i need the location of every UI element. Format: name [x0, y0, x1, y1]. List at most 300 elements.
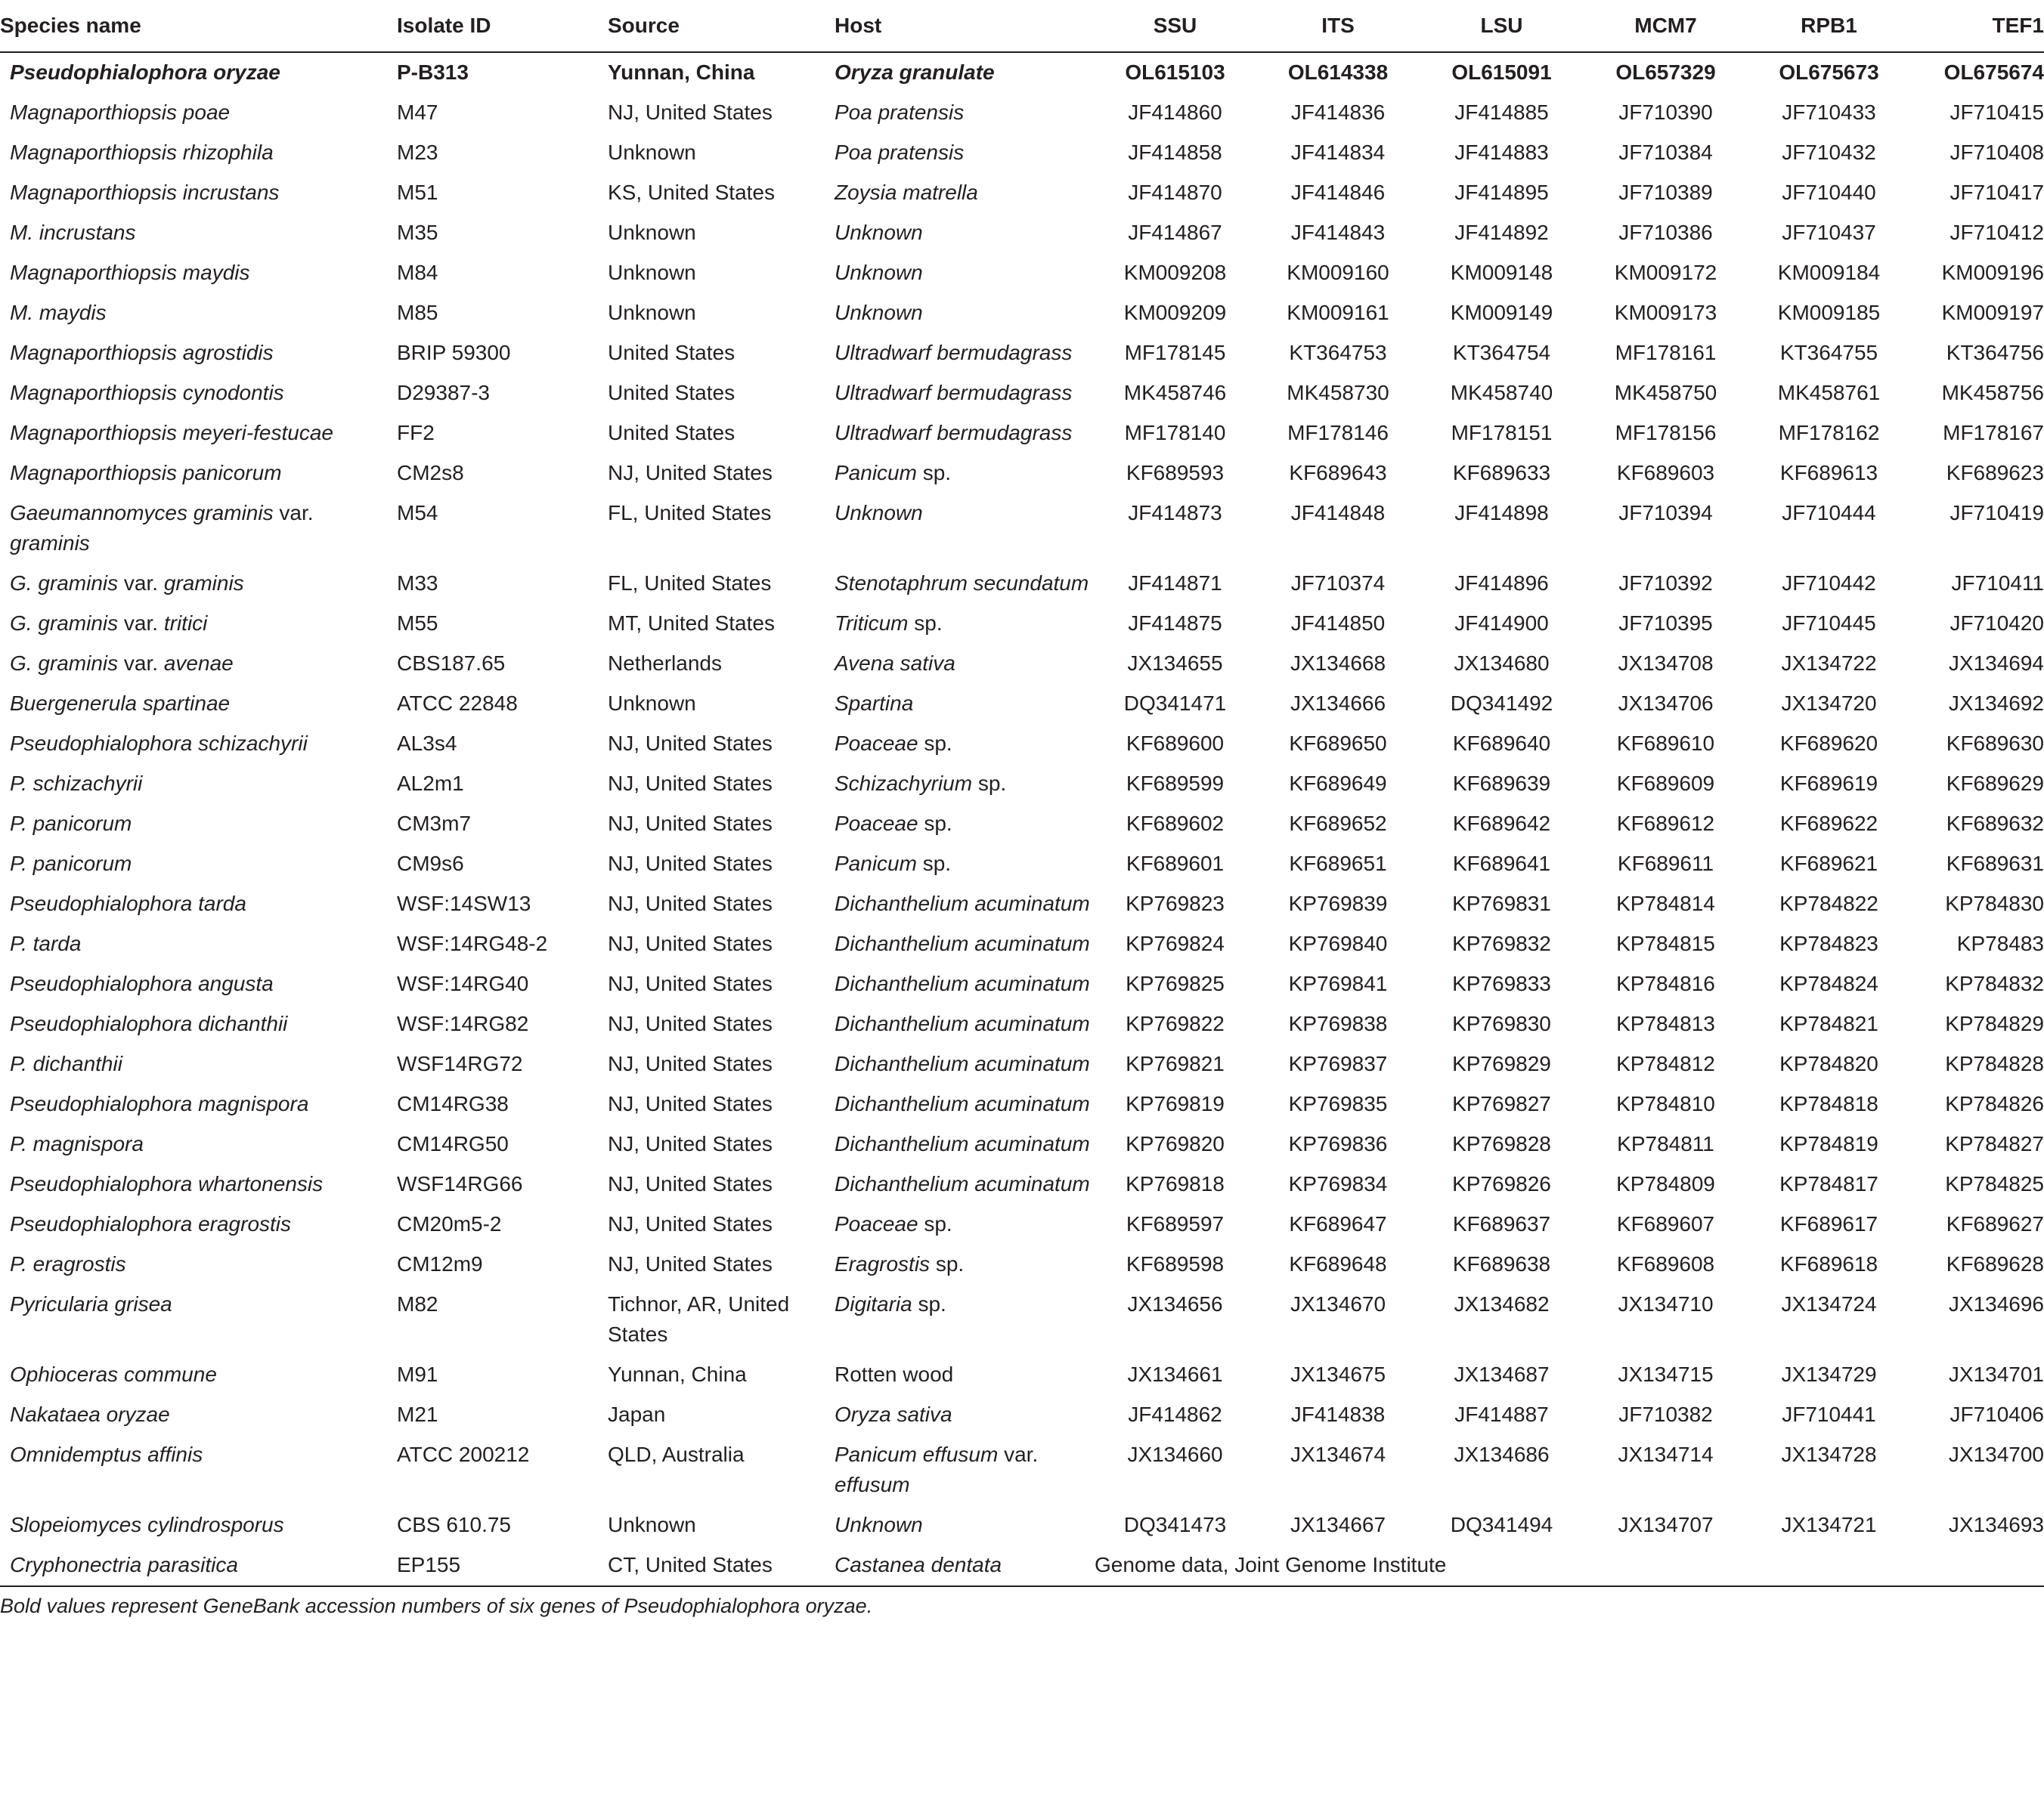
table-row	[0, 564, 2044, 604]
cell-species	[0, 293, 397, 333]
cell-rpb1: KF689613	[1779, 461, 1878, 484]
cell-its: JF414836	[1290, 101, 1386, 124]
cell-ssu: KP769822	[1126, 1012, 1225, 1035]
cell-mcm7: KP784811	[1617, 1132, 1714, 1155]
cell-isolate: M33	[397, 571, 438, 595]
host-rank: sp.	[918, 1212, 952, 1236]
cell-ssu: JF414860	[1128, 101, 1222, 124]
host-name: Rotten wood	[835, 1363, 954, 1386]
cell-isolate: WSF:14RG40	[397, 972, 529, 995]
cell-mcm7: JX134707	[1618, 1513, 1714, 1536]
host-name: Dichanthelium acuminatum	[835, 1012, 1090, 1035]
species-name: Pseudophialophora magnispora	[10, 1092, 309, 1115]
cell-host	[835, 333, 1095, 373]
cell-tef1: KP784832	[1945, 972, 2044, 995]
cell-source: NJ, United States	[608, 732, 773, 755]
table-row	[0, 413, 2044, 453]
table-row	[0, 52, 2044, 93]
cell-rpb1: KP784822	[1779, 892, 1878, 915]
table-row	[0, 333, 2044, 373]
cell-tef1: KF689627	[1946, 1212, 2044, 1236]
cell-lsu: KF689642	[1452, 812, 1551, 835]
cell-its: KF689643	[1289, 461, 1387, 484]
host-rank: sp.	[916, 461, 952, 484]
cell-its: KF689650	[1289, 732, 1387, 755]
cell-mcm7: KF689609	[1616, 772, 1715, 795]
cell-its: JX134666	[1290, 691, 1386, 715]
species-rank: var.	[273, 501, 314, 524]
cell-ssu: KP769819	[1126, 1092, 1225, 1115]
cell-mcm7: KF689611	[1617, 852, 1714, 875]
cell-species	[0, 564, 397, 604]
table-row	[0, 453, 2044, 493]
cell-lsu: KP769828	[1452, 1132, 1551, 1155]
cell-rpb1: JF710442	[1782, 571, 1876, 595]
species-name: P. dichanthii	[10, 1052, 122, 1075]
table-row	[0, 93, 2044, 133]
table-footnote: Bold values represent GeneBank accession numbers of six genes of Pseudophialophora oryzae.	[0, 1595, 873, 1617]
cell-species	[0, 1004, 397, 1044]
cell-isolate: M23	[397, 141, 438, 164]
cell-rpb1: KT364755	[1779, 341, 1878, 364]
cell-mcm7: JX134710	[1618, 1292, 1714, 1316]
table-row	[0, 604, 2044, 644]
cell-lsu: MK458740	[1450, 381, 1553, 404]
cell-mcm7: KF689610	[1616, 732, 1715, 755]
cell-host	[835, 684, 1095, 724]
cell-tef1: KF689629	[1946, 772, 2044, 795]
cell-lsu: MF178151	[1451, 421, 1553, 444]
cell-lsu: DQ341494	[1450, 1513, 1553, 1536]
cell-mcm7: KP784812	[1616, 1052, 1715, 1075]
species-name: Nakataea oryzae	[10, 1403, 170, 1426]
cell-tef1: MK458756	[1941, 381, 2044, 404]
species-rank: var.	[118, 651, 164, 675]
cell-species	[0, 253, 397, 293]
host-rank: sp.	[972, 772, 1007, 795]
cell-mcm7: JF710382	[1618, 1403, 1713, 1426]
cell-isolate: M51	[397, 181, 438, 204]
cell-ssu: JF414873	[1128, 501, 1222, 524]
host-rank: sp.	[918, 812, 952, 835]
cell-lsu: KF689639	[1452, 772, 1551, 795]
cell-species	[0, 724, 397, 764]
species-name: Pseudophialophora dichanthii	[10, 1012, 288, 1035]
col-header-lsu: LSU	[1420, 0, 1583, 52]
cell-source: NJ, United States	[608, 1252, 773, 1276]
cell-rpb1: OL675673	[1779, 60, 1879, 84]
table-row	[0, 173, 2044, 213]
cell-host	[835, 453, 1095, 493]
cell-its: JX134670	[1290, 1292, 1386, 1316]
cell-its: KF689648	[1289, 1252, 1387, 1276]
cell-its: OL614338	[1287, 60, 1389, 84]
host-name: Dichanthelium acuminatum	[835, 1172, 1090, 1196]
table-row	[0, 253, 2044, 293]
host-rank: sp.	[908, 611, 943, 635]
cell-lsu: KM009148	[1450, 261, 1553, 284]
cell-species	[0, 1435, 397, 1505]
host-name: Unknown	[835, 261, 923, 284]
species-name: Slopeiomyces cylindrosporus	[10, 1513, 284, 1536]
cell-host	[835, 884, 1095, 924]
host-name: Ultradwarf bermudagrass	[835, 341, 1073, 364]
cell-rpb1: KP784817	[1779, 1172, 1878, 1196]
cell-rpb1: JX134720	[1781, 691, 1877, 715]
species-epithet: avenae	[163, 651, 234, 675]
host-name: Dichanthelium acuminatum	[835, 1132, 1090, 1155]
cell-its: KF689647	[1289, 1212, 1387, 1236]
cell-its: KP769837	[1288, 1052, 1388, 1075]
cell-species	[0, 1165, 397, 1205]
table-row	[0, 884, 2044, 924]
host-name: Digitaria	[835, 1292, 912, 1316]
cell-ssu: JF414875	[1128, 611, 1222, 635]
cell-source: Unknown	[608, 141, 696, 164]
cell-lsu: KF689633	[1452, 461, 1551, 484]
cell-isolate: M35	[397, 221, 438, 244]
cell-rpb1: MF178162	[1778, 421, 1880, 444]
cell-source: NJ, United States	[608, 932, 773, 955]
cell-tef1: JF710406	[1950, 1403, 2044, 1426]
cell-isolate: CM3m7	[397, 812, 472, 835]
cell-host	[835, 1435, 1095, 1505]
cell-mcm7: OL657329	[1615, 60, 1716, 84]
cell-mcm7: KP784810	[1616, 1092, 1715, 1115]
cell-rpb1: JX134729	[1781, 1363, 1877, 1386]
cell-ssu: KF689599	[1126, 772, 1225, 795]
cell-rpb1: JF710441	[1782, 1403, 1876, 1426]
cell-tef1: JF710419	[1950, 501, 2044, 524]
host-name: Unknown	[835, 501, 923, 524]
host-name: Spartina	[835, 691, 914, 715]
col-header-rpb1: RPB1	[1748, 0, 1909, 52]
table-row	[0, 1285, 2044, 1355]
cell-tef1: JF710411	[1951, 571, 2044, 595]
species-name: Ophioceras commune	[10, 1363, 217, 1386]
cell-species	[0, 844, 397, 884]
cell-its: JF414834	[1290, 141, 1386, 164]
cell-source: Unknown	[608, 1513, 696, 1536]
cell-ssu: KF689602	[1126, 812, 1225, 835]
cell-tef1: KP784829	[1945, 1012, 2044, 1035]
cell-its: JF414848	[1290, 501, 1386, 524]
host-name: Avena sativa	[835, 651, 955, 675]
cell-rpb1: JX134728	[1781, 1443, 1877, 1466]
cell-species	[0, 453, 397, 493]
host-name: Poaceae	[835, 732, 918, 755]
species-name: Magnaporthiopsis agrostidis	[10, 341, 274, 364]
cell-source: NJ, United States	[608, 1212, 773, 1236]
table-row	[0, 1044, 2044, 1084]
cell-lsu: KP769829	[1452, 1052, 1551, 1075]
cell-species	[0, 764, 397, 804]
species-name: Pseudophialophora whartonensis	[10, 1172, 324, 1196]
cell-isolate: M85	[397, 301, 438, 324]
cell-ssu: MF178145	[1124, 341, 1226, 364]
cell-species	[0, 1245, 397, 1285]
cell-tef1: KP784828	[1945, 1052, 2044, 1075]
host-name: Schizachyrium	[835, 772, 973, 795]
host-name: Stenotaphrum secundatum	[835, 571, 1089, 595]
host-name: Poaceae	[835, 812, 918, 835]
cell-its: KP769841	[1288, 972, 1388, 995]
cell-host	[835, 413, 1095, 453]
cell-rpb1: KP784820	[1779, 1052, 1878, 1075]
cell-species	[0, 644, 397, 684]
cell-species	[0, 1044, 397, 1084]
cell-mcm7: JF710392	[1618, 571, 1713, 595]
species-name: Pseudophialophora schizachyrii	[10, 732, 308, 755]
cell-source: NJ, United States	[608, 1132, 773, 1155]
cell-ssu: KP769818	[1126, 1172, 1225, 1196]
species-name: P. schizachyrii	[10, 772, 143, 795]
cell-mcm7: KF689612	[1616, 812, 1715, 835]
table-row	[0, 1395, 2044, 1435]
cell-ssu: DQ341471	[1123, 691, 1227, 715]
col-header-isolate: Isolate ID	[397, 0, 608, 52]
cell-species	[0, 333, 397, 373]
host-name: Panicum effusum	[835, 1443, 999, 1466]
cell-species	[0, 1125, 397, 1165]
cell-ssu: KP769820	[1126, 1132, 1225, 1155]
cell-its: KP769838	[1288, 1012, 1388, 1035]
cell-isolate: CBS 610.75	[397, 1513, 511, 1536]
cell-mcm7: KM009172	[1614, 261, 1717, 284]
cell-rpb1: KP784818	[1779, 1092, 1878, 1115]
cell-source: CT, United States	[608, 1545, 835, 1586]
cell-mcm7: JF710386	[1618, 221, 1713, 244]
cell-rpb1: JF710437	[1782, 221, 1876, 244]
cell-lsu: KP769831	[1452, 892, 1551, 915]
cell-source: Unknown	[608, 691, 696, 715]
cell-source: NJ, United States	[608, 461, 773, 484]
species-name: P. magnispora	[10, 1132, 144, 1155]
cell-tef1: JX134701	[1948, 1363, 2044, 1386]
cell-isolate: WSF:14SW13	[397, 892, 531, 915]
host-name: Zoysia matrella	[835, 181, 978, 204]
cell-source: Japan	[608, 1403, 666, 1426]
cell-lsu: JX134682	[1454, 1292, 1550, 1316]
cell-isolate: M47	[397, 101, 438, 124]
cell-isolate: WSF14RG66	[397, 1172, 523, 1196]
cell-ssu: JF414870	[1128, 181, 1222, 204]
cell-isolate: M21	[397, 1403, 438, 1426]
cell-rpb1: JF710444	[1782, 501, 1876, 524]
cell-tef1: JX134693	[1948, 1513, 2044, 1536]
cell-host	[835, 133, 1095, 173]
species-name: Pseudophialophora tarda	[10, 892, 246, 915]
species-name: G. graminis	[10, 611, 119, 635]
cell-host	[835, 764, 1095, 804]
cell-lsu: KM009149	[1450, 301, 1553, 324]
host-name: Oryza granulate	[835, 60, 995, 84]
cell-tef1: JX134696	[1948, 1292, 2044, 1316]
cell-isolate: EP155	[397, 1545, 608, 1586]
cell-tef1: JF710408	[1950, 141, 2044, 164]
col-header-species: Species name	[0, 0, 397, 52]
cell-tef1: KP78483	[1956, 932, 2044, 955]
cell-tef1: KM009196	[1941, 261, 2044, 284]
cell-mcm7: MK458750	[1614, 381, 1717, 404]
cell-lsu: JX134687	[1454, 1363, 1550, 1386]
cell-mcm7: JF710390	[1618, 101, 1713, 124]
cell-lsu: JF414892	[1454, 221, 1549, 244]
host-name: Dichanthelium acuminatum	[835, 1092, 1090, 1115]
cell-source: NJ, United States	[608, 852, 773, 875]
cell-ssu: KF689600	[1126, 732, 1225, 755]
cell-species	[0, 1505, 397, 1545]
species-name: Pyricularia grisea	[10, 1292, 172, 1316]
cell-host	[835, 804, 1095, 844]
cell-host	[835, 604, 1095, 644]
cell-host	[835, 644, 1095, 684]
cell-tef1: KP784825	[1945, 1172, 2044, 1196]
host-epithet: effusum	[835, 1473, 910, 1496]
table-row-cryphonectria	[0, 1545, 2044, 1586]
table-row	[0, 844, 2044, 884]
species-name: P. tarda	[10, 932, 82, 955]
cell-ssu: KF689593	[1126, 461, 1225, 484]
species-name: Gaeumannomyces graminis	[10, 501, 274, 524]
cell-source: United States	[608, 341, 736, 364]
cell-rpb1: MK458761	[1777, 381, 1881, 404]
cell-rpb1: KF689620	[1779, 732, 1878, 755]
host-name: Poa pratensis	[835, 141, 965, 164]
cell-lsu: OL615091	[1451, 60, 1552, 84]
cell-lsu: KP769833	[1452, 972, 1551, 995]
cell-species	[0, 133, 397, 173]
cell-ssu: JF414858	[1128, 141, 1222, 164]
cell-its: KF689651	[1289, 852, 1387, 875]
cell-its: JX134675	[1290, 1363, 1386, 1386]
cell-ssu: KM009209	[1123, 301, 1227, 324]
cell-its: JX134668	[1290, 651, 1386, 675]
cell-source: Unknown	[608, 261, 696, 284]
cell-ssu: KP769821	[1126, 1052, 1225, 1075]
cell-rpb1: JX134721	[1781, 1513, 1877, 1536]
table-row	[0, 373, 2044, 413]
cell-source: FL, United States	[608, 501, 772, 524]
cell-ssu: JX134655	[1127, 651, 1223, 675]
cell-its: KP769834	[1288, 1172, 1388, 1196]
cell-source: NJ, United States	[608, 1092, 773, 1115]
cell-host	[835, 1084, 1095, 1125]
cell-source: QLD, Australia	[608, 1443, 745, 1466]
table-row	[0, 133, 2044, 173]
cell-rpb1: KF689618	[1779, 1252, 1878, 1276]
species-name: Magnaporthiopsis maydis	[10, 261, 250, 284]
cell-lsu: JF414887	[1454, 1403, 1549, 1426]
cell-mcm7: JF710394	[1618, 501, 1713, 524]
cell-genome-note: Genome data, Joint Genome Institute	[1095, 1545, 2044, 1586]
species-rank: var.	[118, 571, 164, 595]
cell-lsu: JX134680	[1454, 651, 1550, 675]
table-row	[0, 1245, 2044, 1285]
cell-host	[835, 253, 1095, 293]
cell-its: KM009160	[1287, 261, 1389, 284]
cell-source: FL, United States	[608, 571, 772, 595]
species-name: Magnaporthiopsis rhizophila	[10, 141, 274, 164]
cell-mcm7: JF710395	[1618, 611, 1713, 635]
species-name: G. graminis	[10, 651, 119, 675]
host-name: Dichanthelium acuminatum	[835, 1052, 1090, 1075]
cell-source: KS, United States	[608, 181, 776, 204]
species-epithet: graminis	[10, 531, 90, 555]
cell-ssu: DQ341473	[1123, 1513, 1227, 1536]
cell-its: MF178146	[1287, 421, 1389, 444]
cell-its: KP769840	[1288, 932, 1388, 955]
cell-tef1: JF710415	[1950, 101, 2044, 124]
cell-lsu: JF414895	[1454, 181, 1549, 204]
cell-host: Castanea dentata	[835, 1545, 1095, 1586]
cell-source: Yunnan, China	[608, 60, 755, 84]
host-rank: sp.	[912, 1292, 946, 1316]
host-name: Eragrostis	[835, 1252, 931, 1276]
cell-its: KT364753	[1289, 341, 1387, 364]
host-name: Unknown	[835, 301, 923, 324]
cell-tef1: OL675674	[1943, 60, 2044, 84]
cell-rpb1: KP784821	[1779, 1012, 1878, 1035]
cell-source: NJ, United States	[608, 892, 773, 915]
cell-ssu: JF414871	[1128, 571, 1222, 595]
cell-species	[0, 804, 397, 844]
species-rank: var.	[118, 611, 164, 635]
cell-isolate: WSF:14RG82	[397, 1012, 529, 1035]
cell-mcm7: KP784816	[1616, 972, 1715, 995]
col-header-mcm7: MCM7	[1583, 0, 1748, 52]
host-rank: sp.	[930, 1252, 965, 1276]
cell-species	[0, 884, 397, 924]
cell-rpb1: KF689622	[1779, 812, 1878, 835]
table-row	[0, 1165, 2044, 1205]
host-name: Dichanthelium acuminatum	[835, 932, 1090, 955]
cell-host	[835, 1505, 1095, 1545]
table-row	[0, 1205, 2044, 1245]
cell-source: Yunnan, China	[608, 1363, 747, 1386]
species-name: G. graminis	[10, 571, 119, 595]
cell-its: JX134667	[1290, 1513, 1386, 1536]
cell-isolate: AL2m1	[397, 772, 464, 795]
cell-lsu: KP769827	[1452, 1092, 1551, 1115]
cell-host	[835, 1044, 1095, 1084]
cell-tef1: KM009197	[1941, 301, 2044, 324]
species-name: Pseudophialophora eragrostis	[10, 1212, 292, 1236]
cell-host	[835, 173, 1095, 213]
cell-species	[0, 493, 397, 564]
species-name: Pseudophialophora oryzae	[10, 60, 280, 84]
cell-host	[835, 1165, 1095, 1205]
cell-species	[0, 373, 397, 413]
cell-tef1: JX134694	[1948, 651, 2044, 675]
cell-host	[835, 1355, 1095, 1395]
cell-isolate: D29387-3	[397, 381, 490, 404]
cell-mcm7: JX134708	[1618, 651, 1714, 675]
cell-tef1: JF710417	[1950, 181, 2044, 204]
host-name: Oryza sativa	[835, 1403, 952, 1426]
cell-source: United States	[608, 381, 736, 404]
cell-host	[835, 924, 1095, 964]
cell-lsu: KF689637	[1452, 1212, 1551, 1236]
table-row	[0, 1355, 2044, 1395]
host-name: Panicum	[835, 461, 917, 484]
cell-its: KP769836	[1288, 1132, 1388, 1155]
cell-tef1: JF710412	[1950, 221, 2044, 244]
cell-ssu: KP769824	[1126, 932, 1225, 955]
cell-its: JF414846	[1290, 181, 1386, 204]
species-name: Magnaporthiopsis poae	[10, 101, 231, 124]
cell-isolate: M82	[397, 1292, 438, 1316]
